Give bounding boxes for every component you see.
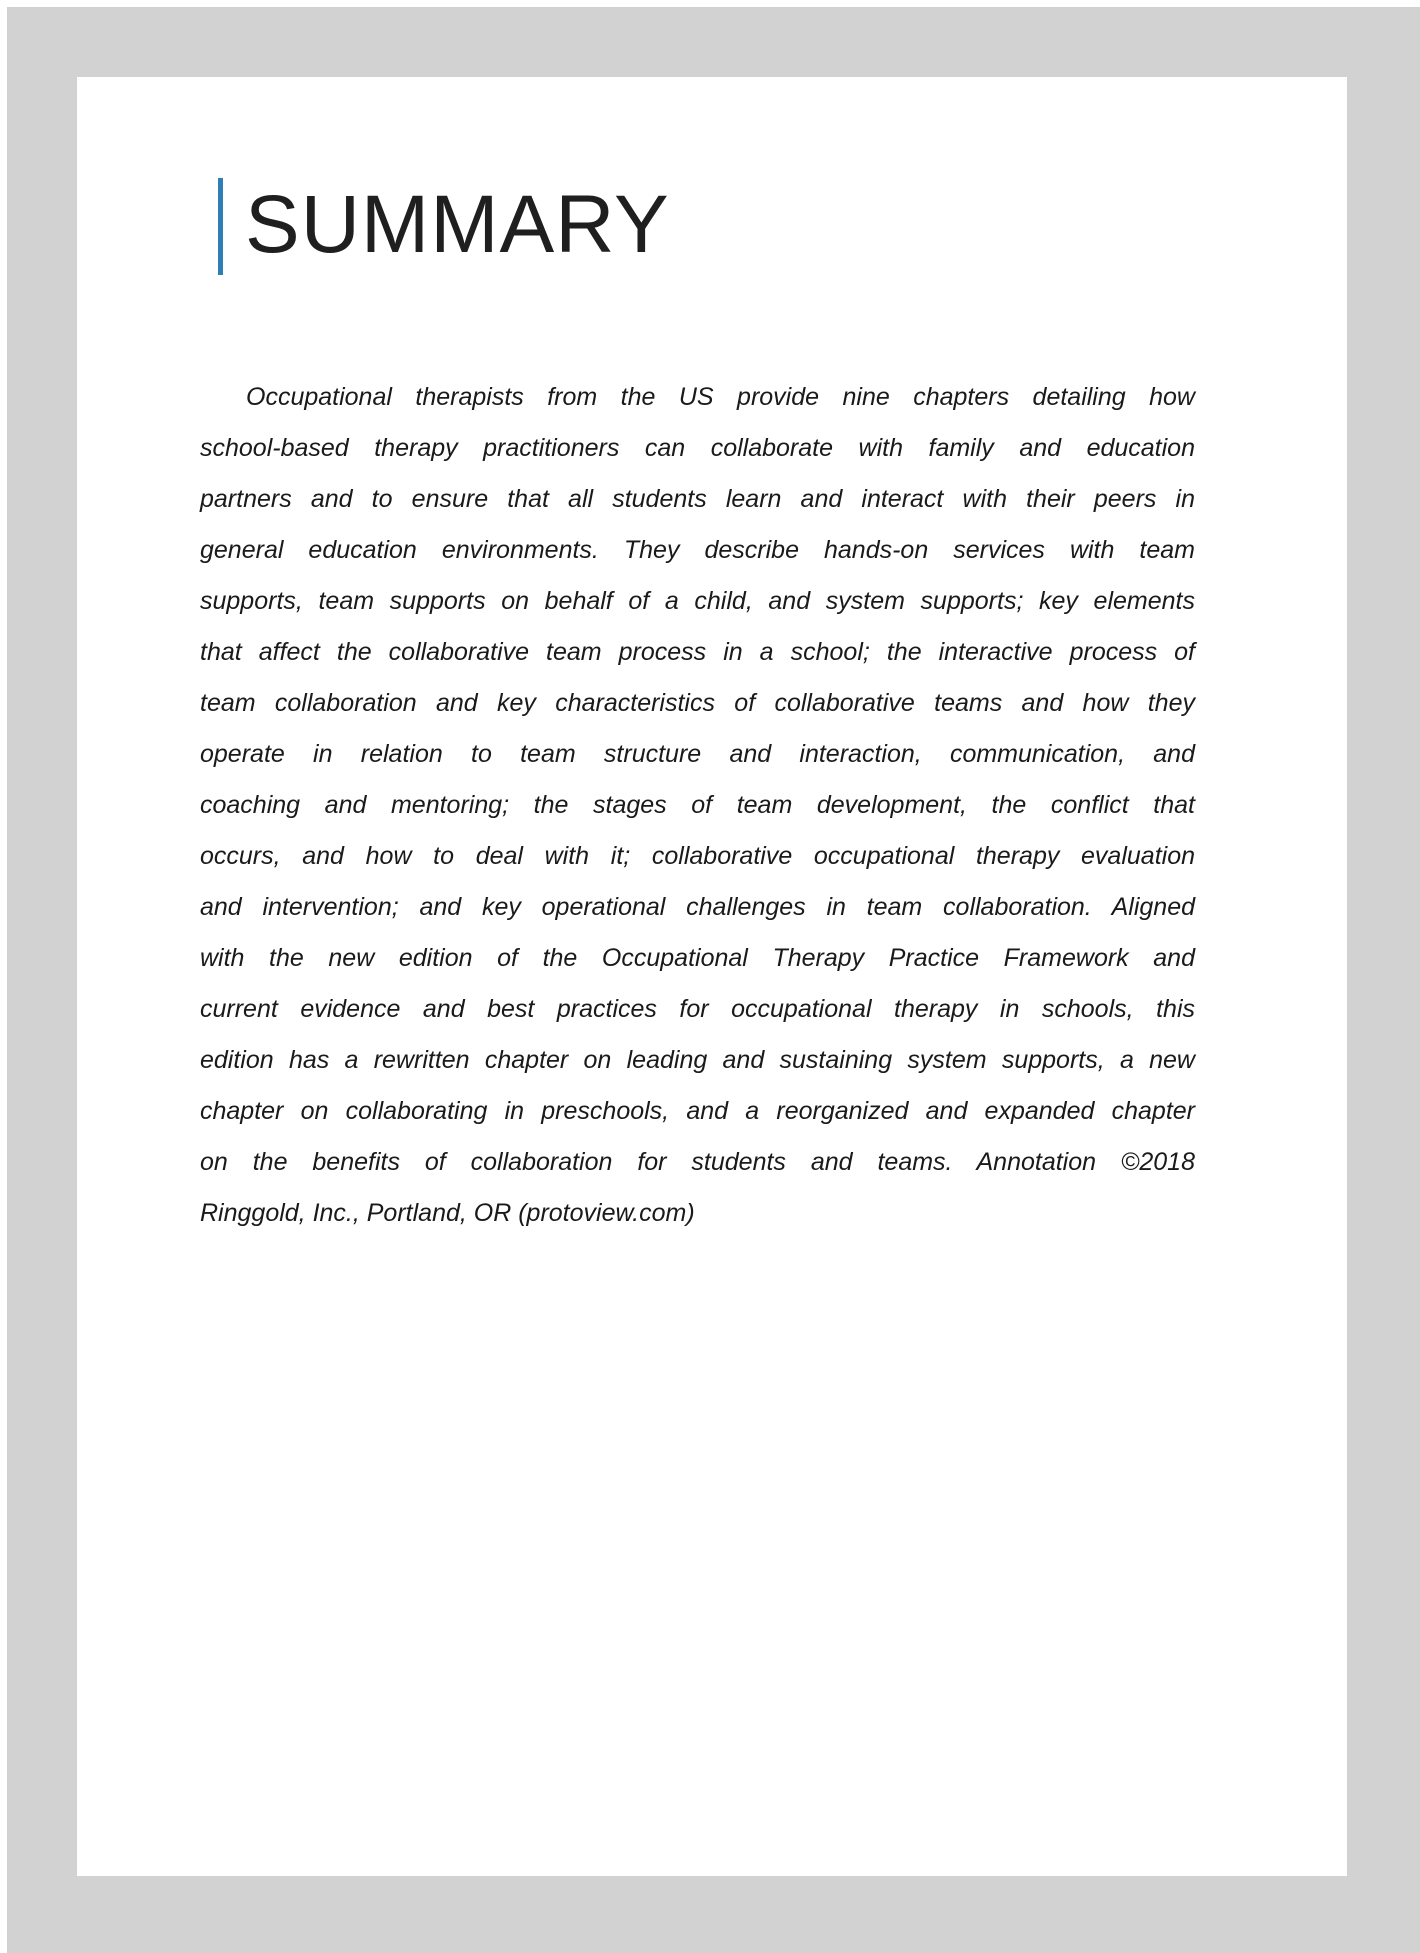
summary-line: supports, team supports on behalf of a child, and system supports; key elements	[200, 587, 1195, 615]
summary-line: edition has a rewritten chapter on leading and sustaining system supports, a new	[200, 1046, 1195, 1074]
summary-line: that affect the collaborative team process in a school; the interactive process of	[200, 638, 1195, 666]
summary-line: current evidence and best practices for occupational therapy in schools, this	[200, 995, 1195, 1023]
summary-line: operate in relation to team structure and interaction, communication, and	[200, 740, 1195, 768]
summary-line: Ringgold, Inc., Portland, OR (protoview.com)	[200, 1199, 695, 1227]
page-title: SUMMARY	[245, 179, 670, 270]
summary-line: general education environments. They describe hands-on services with team	[200, 536, 1195, 564]
document-viewer-background	[7, 7, 1420, 1953]
summary-line: with the new edition of the Occupational Therapy Practice Framework and	[200, 944, 1195, 972]
summary-line: occurs, and how to deal with it; collaborative occupational therapy evaluation	[200, 842, 1195, 870]
document-page	[77, 77, 1347, 1876]
summary-line: team collaboration and key characteristics of collaborative teams and how they	[200, 689, 1195, 717]
summary-line: Occupational therapists from the US provide nine chapters detailing how	[246, 383, 1195, 411]
summary-line: coaching and mentoring; the stages of team development, the conflict that	[200, 791, 1195, 819]
summary-line: and intervention; and key operational challenges in team collaboration. Aligned	[200, 893, 1195, 921]
heading-accent-bar	[218, 178, 223, 275]
summary-line: partners and to ensure that all students learn and interact with their peers in	[200, 485, 1195, 513]
summary-paragraph	[200, 372, 1195, 1239]
summary-line: chapter on collaborating in preschools, and a reorganized and expanded chapter	[200, 1097, 1195, 1125]
summary-line: school-based therapy practitioners can collaborate with family and education	[200, 434, 1195, 462]
summary-line: on the benefits of collaboration for students and teams. Annotation ©2018	[200, 1148, 1195, 1176]
